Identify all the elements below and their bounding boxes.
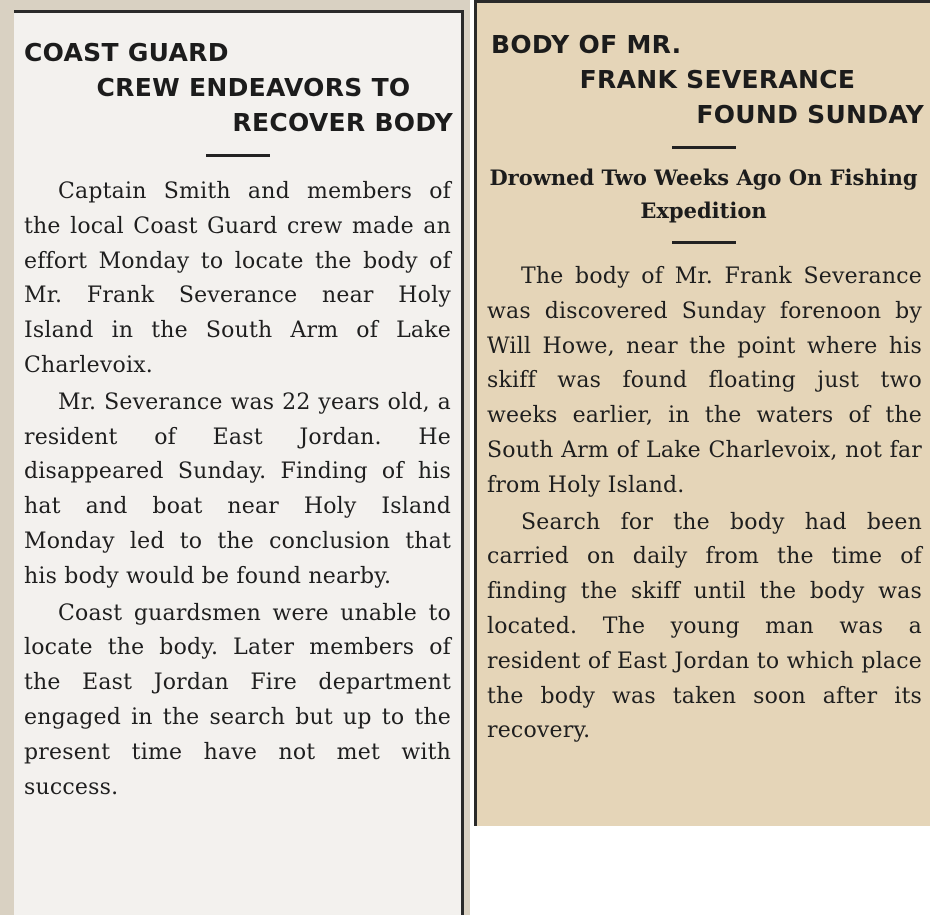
- blank-margin: [470, 826, 930, 915]
- right-subhead-rule: [672, 241, 736, 244]
- left-headline-rule: [206, 154, 270, 157]
- right-subhead: Drowned Two Weeks Ago On Fishing Expedition: [489, 165, 918, 223]
- left-article: [14, 10, 464, 915]
- right-headline-line-2: FRANK SEVERANCE: [579, 65, 856, 94]
- right-headline-line-3: FOUND SUNDAY: [696, 100, 924, 129]
- left-headline: [14, 13, 461, 140]
- right-headline: [477, 3, 930, 132]
- left-paragraph-3: Coast guardsmen were unable to locate the body. Later members of the East Jordan Fire department engaged in the search but up to the present time have not met with success.: [24, 600, 451, 800]
- left-headline-line-2: CREW ENDEAVORS TO: [96, 73, 411, 102]
- right-article: [474, 0, 930, 826]
- left-headline-line-1: COAST GUARD: [24, 38, 229, 67]
- left-headline-line-3: RECOVER BODY: [232, 108, 453, 137]
- left-paragraph-2: Mr. Severance was 22 years old, a resident of East Jordan. He disappeared Sunday. Finding of his hat and boat near Holy Island Monday led to the conclusion that his body would be found nearby.: [24, 389, 451, 589]
- right-paragraph-2: Search for the body had been carried on daily from the time of finding the skiff until the body was located. The young man was a resident of East Jordan to which place the body was taken soon after its recovery.: [487, 509, 922, 744]
- right-headline-line-1: BODY OF MR.: [491, 30, 682, 59]
- left-article-body: [14, 175, 461, 805]
- right-article-body: [477, 260, 930, 749]
- right-paragraph-1: The body of Mr. Frank Severance was discovered Sunday forenoon by Will Howe, near the point where his skiff was found floating just two weeks earlier, in the waters of the South Arm of Lake Charlevoix, not far from Holy Island.: [487, 264, 922, 498]
- left-paragraph-1: Captain Smith and members of the local Coast Guard crew made an effort Monday to locate the body of Mr. Frank Severance near Holy Island in the South Arm of Lake Charlevoix.: [24, 179, 451, 378]
- right-headline-rule: [672, 146, 736, 149]
